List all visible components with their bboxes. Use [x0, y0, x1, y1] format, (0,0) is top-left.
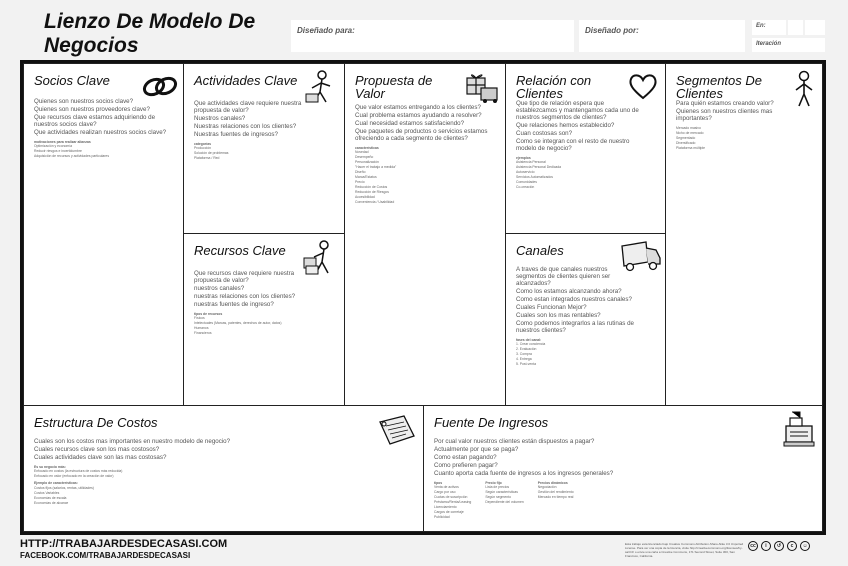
- block-title: Propuesta de Valor: [355, 73, 433, 101]
- hints: categorías Producción Solución de problemas Plataforma / Red: [194, 142, 229, 160]
- designed-for-field[interactable]: Diseñado para:: [291, 20, 574, 52]
- attribution-icon: i: [761, 541, 771, 551]
- date-month-field[interactable]: [788, 20, 803, 35]
- date-year-field[interactable]: [805, 20, 825, 35]
- page-title: Lienzo De Modelo De Negocios: [44, 10, 256, 57]
- questions: Que actividades clave requiere nuestra propuesta de valor? Nuestros canales? Nuestras relaciones con los clientes? Nuestras fuentes de ingresos? categorías Producción Solución de problemas Plataforma / Red: [194, 100, 312, 161]
- heart-icon: [628, 72, 658, 100]
- block-title: Estructura De Costos: [34, 415, 158, 430]
- block-title: Fuente De Ingresos: [434, 415, 549, 430]
- iteration-field[interactable]: Iteración: [752, 38, 825, 52]
- block-title: Relación con Clientes: [516, 73, 592, 101]
- price-tag-icon: [376, 412, 418, 446]
- website-link[interactable]: HTTP://TRABAJARDESDECASASI.COM: [20, 538, 228, 550]
- license-text: Esta trabajo esta licenciado bajo Creative Commons Attribution-Share Alike 3.0 Unported License. Para ver una copia de la licencia, visite http://creativecommons.org/licenses/by-sa/3.0/ o envíe una carta a Creative Commons, 171 Second Street, Suite 300, San Francisco, California.: [625, 542, 744, 558]
- questions: Para quién estamos creando valor? Quienes son nuestros clientes mas importantes? Mercado masivo Nicho de mercado Segmentado Diversificado Plataforma múltiple: [676, 100, 796, 151]
- key-activities-block[interactable]: [183, 63, 346, 235]
- worker-with-boxes-icon: [302, 240, 338, 276]
- questions: A traves de que canales nuestros segmentos de clientes quieren ser alcanzados? Como los estamos alcanzando ahora? Como estan integrados nuestros canales? Cuales Funcionan Mejor? Cuales son los mas rentables? Como podemos integrarlos a las rutinas de nuestros clientes? fases del canal: 1. Crear conciencia 2. Evaluación 3. Compra 4. Entrega 5. Post-venta: [516, 266, 636, 367]
- revenue-streams-block[interactable]: [423, 405, 823, 532]
- questions: Quienes son nuestros socios clave? Quienes son nuestros proveedores clave? Que recursos clave estamos adquiriendo de nuestros socios clave? Que actividades realizan nuestros socios clave? motivaciones para realizar alianzas Optimización y economía Reducir riesgos e incertidumbre Adquisición de recursos y actividades particulares: [34, 98, 174, 159]
- designed-by-field[interactable]: Diseñado por:: [579, 20, 745, 52]
- block-title: Segmentos De Clientes: [676, 73, 762, 101]
- channels-block[interactable]: [505, 233, 667, 407]
- hints: Es su negocio más: Enfocado en costos (la estructura de costos más reducida) Enfocado en valor (enfocado en la creación de valor) Ejemplo de características: Costos fijos (salarios, rentas, utilidades) Costos Variables Economías de escala Economías de alcance: [34, 465, 123, 505]
- block-title: Actividades Clave: [194, 73, 298, 88]
- hints: Mercado masivo Nicho de mercado Segmentado Diversificado Plataforma múltiple: [676, 126, 706, 150]
- key-resources-block[interactable]: [183, 233, 346, 407]
- hints: tipos de recursos Físicos Intelectuales (Marcas, patentes, derechos de autor, datos) Humanos Financieros: [194, 312, 282, 335]
- value-proposition-block[interactable]: [344, 63, 507, 407]
- hints: ejemplos Asistencia Personal Asistencia Personal Dedicada Autoservicio Servicios Automatizados Comunidades Co-creación: [516, 156, 562, 189]
- cash-register-icon: [782, 410, 818, 448]
- hints: tipos Venta de activos Cargo por uso Cuotas de suscripción Préstamo/Renta/Leasing Licenciamiento Cargos de corretaje Publicidad Precio fijo Lista de precios Según características Según segmento Dependiente del volumen Precios dinámicos Negociación Gestión del rendimiento Mercado en tiempo real: [434, 481, 574, 519]
- hints: características Novedad Desempeño Personalización "Hacer el trabajo a medida" Diseño Marca/Estatus Precio Reducción de Costos Reducción de Riesgos Accesibilidad Conveniencia / Usabilidad: [355, 146, 397, 204]
- block-title: Socios Clave: [34, 73, 110, 88]
- date-field[interactable]: En:: [752, 20, 786, 35]
- questions: Por cual valor nuestros clientes están dispuestos a pagar? Actualmente por que se paga? Como estan pagando? Como prefieren pagar? Cuanto aporta cada fuente de ingresos a los ingresos generales? tipos Venta de activos Cargo por uso Cuotas de suscripción Préstamo/Renta/Leasing Licenciamiento Cargos de corretaje Publicidad Precio fijo Lista de precios Según características Según segmento Dependiente del volumen Precios dinámicos Negociación Gestión del rendimiento Mercado en tiempo real: [434, 438, 664, 522]
- cc-icon: cc: [748, 541, 758, 551]
- questions: Que valor estamos entregando a los clientes? Cual problema estamos ayudando a resolver? Cual necesidad estamos satisfaciendo? Que paquetes de productos o servicios estamos ofreciendo a cada segmento de clientes? características Novedad Desempeño Personalización "Hacer el trabajo a medida" Diseño Marca/Estatus Precio Reducción de Costos Reducción de Riesgos Accesibilidad Conveniencia / Usabilidad: [355, 104, 500, 205]
- share-alike-icon: ↺: [774, 541, 784, 551]
- hints: fases del canal: 1. Crear conciencia 2. Evaluación 3. Compra 4. Entrega 5. Post-venta: [516, 338, 546, 366]
- questions: Que tipo de relación espera que establezcamos y mantengamos cada uno de nuestros segmentos de clientes? Que relaciones hemos establecido? Cuan costosas son? Como se integran con el resto de nuestro modelo de negocio? ejemplos Asistencia Personal Asistencia Personal Dedicada Autoservicio Servicios Automatizados Comunidades Co-creación: [516, 100, 646, 190]
- facebook-link[interactable]: FACEBOOK.COM/TRABAJARDESDECASASI: [20, 551, 191, 560]
- cost-structure-block[interactable]: [23, 405, 425, 532]
- block-title: Recursos Clave: [194, 243, 286, 258]
- block-title: Canales: [516, 243, 564, 258]
- questions: Que recursos clave requiere nuestra propuesta de valor? nuestros canales? nuestras relaciones con los clientes? nuestras fuentes de ingreso? tipos de recursos Físicos Intelectuales (Marcas, patentes, derechos de autor, datos) Humanos Financieros: [194, 270, 304, 336]
- key-partners-block[interactable]: [23, 63, 185, 407]
- customer-relationships-block[interactable]: [505, 63, 667, 235]
- business-model-canvas: [20, 60, 826, 535]
- questions: Cuales son los costos mas importantes en nuestro modelo de negocio? Cuales recursos clave son los mas costosos? Cuales actividades clave son las mas costosas? Es su negocio más: Enfocado en costos (la estructura de costos más reducida) Enfocado en valor (enfocado en la creación de valor) Ejemplo de características: Costos fijos (salarios, rentas, utilidades) Costos Variables Economías de escala Economías de alcance: [34, 438, 259, 506]
- hints: motivaciones para realizar alianzas Optimización y economía Reducir riesgos e incertidumbre Adquisición de recursos y actividades particulares: [34, 140, 110, 158]
- gift-boxes-icon: [463, 70, 501, 104]
- person-license-icon: ☺: [800, 541, 810, 551]
- customer-segments-block[interactable]: [665, 63, 823, 407]
- copyright-icon: c: [787, 541, 797, 551]
